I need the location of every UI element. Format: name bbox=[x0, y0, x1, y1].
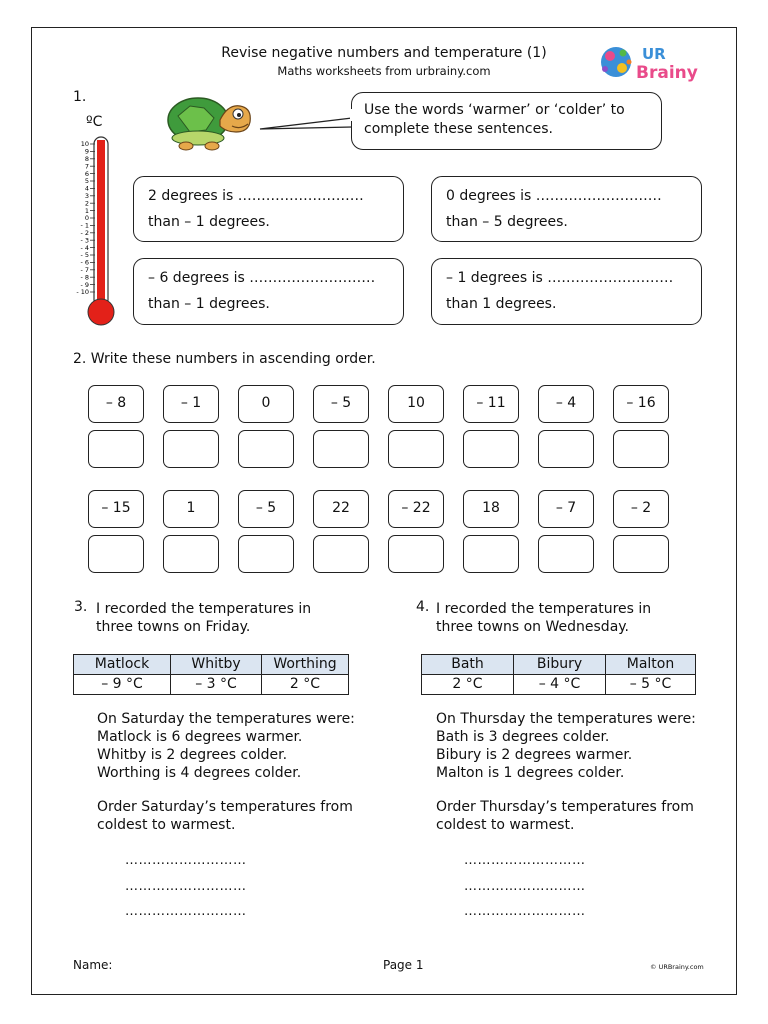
thermometer-scale-label: - 2 bbox=[80, 229, 89, 237]
table-header: Whitby bbox=[171, 655, 262, 675]
thermometer-scale-label: 5 bbox=[84, 177, 89, 186]
q3-number: 3. bbox=[74, 599, 88, 615]
sentence-box-3[interactable] bbox=[133, 258, 404, 325]
number-box-r2: – 15 bbox=[88, 490, 144, 528]
number-box-r2: – 7 bbox=[538, 490, 594, 528]
q4-number: 4. bbox=[416, 599, 430, 615]
q4-intro-line2: three towns on Wednesday. bbox=[436, 619, 630, 635]
q4-change-line: Bath is 3 degrees colder. bbox=[436, 729, 610, 745]
thermometer-scale-label: 0 bbox=[84, 214, 89, 223]
table-header: Bibury bbox=[514, 655, 606, 675]
thermometer-scale-label: 9 bbox=[84, 147, 89, 156]
answer-box-r1[interactable] bbox=[313, 430, 369, 468]
thermometer-scale-label: 3 bbox=[84, 192, 89, 200]
table-cell: – 5 °C bbox=[606, 675, 696, 695]
sentence-1-line1: 2 degrees is ……………………… bbox=[148, 188, 364, 204]
answer-box-r1[interactable] bbox=[163, 430, 219, 468]
answer-box-r1[interactable] bbox=[388, 430, 444, 468]
sentence-box-1[interactable] bbox=[133, 176, 404, 242]
q4-order-line1: Order Thursday’s temperatures from bbox=[436, 799, 694, 815]
thermometer-scale-label: - 5 bbox=[80, 251, 89, 260]
sentence-1-line2: than – 1 degrees. bbox=[148, 214, 270, 230]
table-header: Matlock bbox=[74, 655, 171, 675]
table-cell: – 9 °C bbox=[74, 675, 171, 695]
thermometer-scale-label: 8 bbox=[84, 155, 89, 163]
answer-box-r1[interactable] bbox=[88, 430, 144, 468]
q3-order-line2: coldest to warmest. bbox=[97, 817, 236, 833]
thermometer-icon bbox=[68, 132, 128, 332]
answer-box-r1[interactable] bbox=[538, 430, 594, 468]
q3-order-line1: Order Saturday’s temperatures from bbox=[97, 799, 353, 815]
logo-text-bottom: Brainy bbox=[636, 63, 698, 83]
page-title: Revise negative numbers and temperature (1) bbox=[221, 45, 547, 61]
number-box-r2: 18 bbox=[463, 490, 519, 528]
sentence-3-line1: – 6 degrees is ……………………… bbox=[148, 270, 376, 286]
q3-order-instruction bbox=[97, 798, 353, 834]
table-header: Worthing bbox=[262, 655, 349, 675]
q3-change-line: Worthing is 4 degrees colder. bbox=[97, 765, 302, 781]
page-subtitle: Maths worksheets from urbrainy.com bbox=[277, 64, 491, 78]
q4-answer-line[interactable]: ……………………… bbox=[464, 904, 586, 919]
page-number: Page 1 bbox=[383, 958, 424, 972]
thermometer-scale-label: - 6 bbox=[80, 258, 89, 267]
number-box-r1: 0 bbox=[238, 385, 294, 423]
sentence-2-line2: than – 5 degrees. bbox=[446, 214, 568, 230]
table-cell: – 4 °C bbox=[514, 675, 606, 695]
thermometer-scale-label: 2 bbox=[84, 199, 89, 208]
thermometer-scale-label: 7 bbox=[84, 162, 89, 171]
number-box-r1: – 8 bbox=[88, 385, 144, 423]
q1-number: 1. bbox=[73, 89, 87, 105]
thermometer-scale-label: - 3 bbox=[80, 236, 89, 245]
sentence-box-2[interactable] bbox=[431, 176, 702, 242]
thermometer-scale-label: - 7 bbox=[80, 266, 89, 274]
q3-temperature-table bbox=[73, 654, 349, 695]
q3-intro bbox=[96, 600, 311, 636]
thermometer-scale-label: 4 bbox=[84, 184, 89, 193]
turtle-illustration bbox=[162, 86, 258, 154]
sentence-4-line1: – 1 degrees is ……………………… bbox=[446, 270, 674, 286]
thermometer-scale-label: - 4 bbox=[80, 243, 89, 252]
sentence-4-line2: than 1 degrees. bbox=[446, 296, 557, 312]
bubble-joint bbox=[346, 108, 354, 122]
number-box-r2: – 22 bbox=[388, 490, 444, 528]
q4-answer-line[interactable]: ……………………… bbox=[464, 879, 586, 894]
table-cell: 2 °C bbox=[422, 675, 514, 695]
thermometer-unit: ºC bbox=[86, 114, 103, 130]
q4-temperature-table bbox=[421, 654, 696, 695]
sentence-2-line1: 0 degrees is ……………………… bbox=[446, 188, 662, 204]
table-header: Bath bbox=[422, 655, 514, 675]
number-box-r2: 22 bbox=[313, 490, 369, 528]
answer-box-r2[interactable] bbox=[313, 535, 369, 573]
answer-box-r2[interactable] bbox=[613, 535, 669, 573]
q3-intro-line2: three towns on Friday. bbox=[96, 619, 251, 635]
urbrainy-logo bbox=[596, 38, 716, 84]
q4-order-line2: coldest to warmest. bbox=[436, 817, 575, 833]
q4-change-line: Bibury is 2 degrees warmer. bbox=[436, 747, 633, 763]
copyright: © URBrainy.com bbox=[650, 963, 704, 971]
q4-change-line: Malton is 1 degrees colder. bbox=[436, 765, 625, 781]
answer-box-r2[interactable] bbox=[163, 535, 219, 573]
answer-box-r1[interactable] bbox=[613, 430, 669, 468]
answer-box-r2[interactable] bbox=[238, 535, 294, 573]
thermometer-scale-label: - 8 bbox=[80, 273, 89, 282]
number-box-r1: – 4 bbox=[538, 385, 594, 423]
q3-change-line: Matlock is 6 degrees warmer. bbox=[97, 729, 303, 745]
answer-box-r2[interactable] bbox=[388, 535, 444, 573]
number-box-r1: – 16 bbox=[613, 385, 669, 423]
q3-change-line: Whitby is 2 degrees colder. bbox=[97, 747, 288, 763]
logo-text-top: UR bbox=[642, 45, 666, 63]
answer-box-r2[interactable] bbox=[538, 535, 594, 573]
q3-changes bbox=[97, 710, 355, 782]
answer-box-r1[interactable] bbox=[463, 430, 519, 468]
table-cell: 2 °C bbox=[262, 675, 349, 695]
q4-order-instruction bbox=[436, 798, 694, 834]
thermometer-scale-label: 1 bbox=[84, 206, 89, 215]
number-box-r1: – 11 bbox=[463, 385, 519, 423]
answer-box-r1[interactable] bbox=[238, 430, 294, 468]
thermometer-scale-label: - 1 bbox=[80, 221, 89, 230]
name-label: Name: bbox=[73, 958, 113, 972]
q3-answer-line[interactable]: ……………………… bbox=[125, 879, 247, 894]
thermometer-scale-label: 10 bbox=[80, 140, 89, 149]
number-box-r2: – 5 bbox=[238, 490, 294, 528]
answer-box-r2[interactable] bbox=[463, 535, 519, 573]
q4-change-line: On Thursday the temperatures were: bbox=[436, 711, 696, 727]
q3-intro-line1: I recorded the temperatures in bbox=[96, 601, 312, 617]
answer-box-r2[interactable] bbox=[88, 535, 144, 573]
thermometer-scale-label: - 10 bbox=[76, 288, 89, 297]
instruction-bubble: Use the words ‘warmer’ or ‘colder’ to complete these sentences. bbox=[351, 92, 662, 150]
number-box-r1: 10 bbox=[388, 385, 444, 423]
q2-prompt: 2. Write these numbers in ascending order. bbox=[73, 351, 376, 367]
table-header: Malton bbox=[606, 655, 696, 675]
q4-answer-line[interactable]: ……………………… bbox=[464, 853, 586, 868]
number-box-r2: 1 bbox=[163, 490, 219, 528]
q4-intro-line1: I recorded the temperatures in bbox=[436, 601, 652, 617]
q3-answer-line[interactable]: ……………………… bbox=[125, 904, 247, 919]
sentence-3-line2: than – 1 degrees. bbox=[148, 296, 270, 312]
q3-change-line: On Saturday the temperatures were: bbox=[97, 711, 355, 727]
number-box-r1: – 5 bbox=[313, 385, 369, 423]
number-box-r1: – 1 bbox=[163, 385, 219, 423]
table-cell: – 3 °C bbox=[171, 675, 262, 695]
number-box-r2: – 2 bbox=[613, 490, 669, 528]
q3-answer-line[interactable]: ……………………… bbox=[125, 853, 247, 868]
speech-pointer bbox=[258, 110, 354, 134]
thermometer-scale-label: 6 bbox=[84, 169, 89, 178]
sentence-box-4[interactable] bbox=[431, 258, 702, 325]
q4-intro bbox=[436, 600, 651, 636]
thermometer-scale-label: - 9 bbox=[80, 280, 89, 289]
q4-changes bbox=[436, 710, 696, 782]
